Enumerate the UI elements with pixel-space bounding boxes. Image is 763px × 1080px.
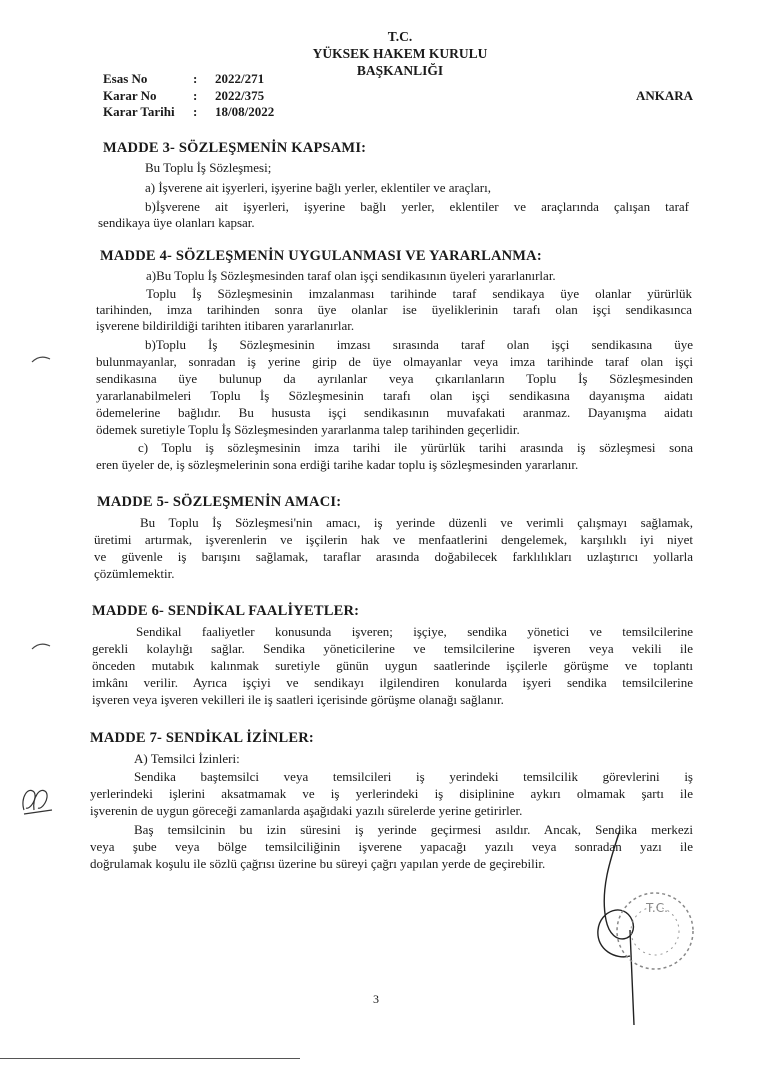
footer-rule bbox=[0, 1058, 300, 1059]
madde3-p3b: sendikaya üye olanları kapsar. bbox=[98, 215, 255, 230]
madde4-l10: ödemek suretiyle Toplu İş Sözleşmesinden yararlanma talep tarihinden geçerlidir. bbox=[96, 422, 520, 437]
madde6-l5: işveren veya işveren vekilleri ile iş saatleri içerisinde görüşme olanağı sağlanır. bbox=[92, 692, 504, 707]
madde4-l4: işverene bildirildiği tarihten itibaren yararlanırlar. bbox=[96, 318, 355, 333]
seal-stamp bbox=[612, 888, 698, 974]
madde4-l8: yararlanabilmeleri Toplu İş Sözleşmesinin tarafı olan işçi sendikasına dayanışma aidatı bbox=[96, 388, 693, 403]
madde3-title: MADDE 3- SÖZLEŞMENİN KAPSAMI: bbox=[103, 140, 367, 156]
meta-value: 2022/271 bbox=[215, 71, 265, 86]
madde6-l1: Sendikal faaliyetler konusunda işveren; işçiye, sendika yönetici ve temsilcilerine bbox=[136, 624, 693, 639]
svg-text:T.C.: T.C. bbox=[646, 901, 668, 915]
madde7-l6: veya şube veya bölge temsilciliğinin işverene yapacağı yazılı veya sonradan yazı ile bbox=[90, 839, 693, 854]
madde7-l3: yerlerindeki işlerini aksatmamak ve iş yerlerindeki iş disiplinine aykırı olmamak şartı ile bbox=[90, 786, 693, 801]
madde3-p3a: b)İşverene ait işyerleri, işyerine bağlı yerler, eklentiler ve araçlarında çalışan taraf bbox=[145, 199, 689, 214]
madde5-l4: çözümlemektir. bbox=[94, 566, 175, 581]
meta-row-esas bbox=[103, 71, 274, 88]
madde6-l4: imkânı verilir. Ayrıca işçiyi ve sendikayı ilgilendiren konularda işyeri sendika temsilcilerine bbox=[92, 675, 693, 690]
header-baskanlik: BAŞKANLIĞI bbox=[356, 63, 444, 78]
meta-row-karar bbox=[103, 88, 274, 105]
meta-sep: : bbox=[193, 71, 198, 86]
madde5-l2: üretimi artırmak, işverenlerin ve işçilerin hak ve menfaatlerini dengelemek, karşılıklı iyi niyet bbox=[94, 532, 693, 547]
meta-label: Karar No bbox=[103, 87, 157, 103]
page-number: 3 bbox=[373, 992, 379, 1006]
meta-sep: : bbox=[193, 87, 198, 103]
madde7-title: MADDE 7- SENDİKAL İZİNLER: bbox=[90, 730, 314, 746]
meta-row-tarih bbox=[103, 104, 274, 121]
madde7-l7: doğrulamak koşulu ile sözlü çağrısı üzerine bu süreyi çağrı yapılan yerde de geçirebilir. bbox=[90, 856, 546, 871]
madde4-l12: eren üyeler de, iş sözleşmelerinin sona erdiği tarihe kadar toplu iş sözleşmesinden yararlanır. bbox=[96, 457, 579, 472]
madde4-l6: bulunmayanlar, sonradan iş yerine girip de üye olmayanlar veya imza tarihinde taraf olan işçi bbox=[96, 354, 693, 369]
meta-sep: : bbox=[193, 104, 198, 119]
meta-label: Karar Tarihi bbox=[103, 104, 175, 119]
madde3-p1: Bu Toplu İş Sözleşmesi; bbox=[145, 160, 272, 175]
city-label: ANKARA bbox=[636, 88, 694, 103]
madde6-l2: gerekli kolaylığı sağlar. Sendika yöneticilerine ve temsilcilerine işveren veya vekili ile bbox=[92, 641, 693, 656]
header-tc: T.C. bbox=[387, 29, 413, 44]
madde4-l1: a)Bu Toplu İş Sözleşmesinden taraf olan işçi sendikasının üyeleri yararlanırlar. bbox=[146, 268, 556, 283]
madde5-title: MADDE 5- SÖZLEŞMENİN AMACI: bbox=[97, 494, 342, 510]
madde6-l3: önceden mutabık kalınmak suretiyle günün uygun saatlerinde işçilerle görüşme ve toplantı bbox=[92, 658, 693, 673]
madde4-l3: tarihinden, imza tarihinden sonra üye olanlar ise üyeliklerinin tarafı olan işçi sendikasınca bbox=[96, 302, 692, 317]
madde7-l5: Baş temsilcinin bu izin süresini iş yerinde geçirmesi asıldır. Ancak, Sendika merkezi bbox=[134, 822, 693, 837]
madde7-l1: A) Temsilci İzinleri: bbox=[134, 751, 240, 766]
header-kurul: YÜKSEK HAKEM KURULU bbox=[312, 46, 488, 61]
madde4-l9: ödemelerine bağlıdır. Bu hususta işçi sendikasının muvafakati aranmaz. Dayanışma aidatı bbox=[96, 405, 693, 420]
meta-value: 18/08/2022 bbox=[215, 104, 275, 119]
meta-label: Esas No bbox=[103, 71, 148, 86]
madde6-title: MADDE 6- SENDİKAL FAALİYETLER: bbox=[92, 603, 360, 619]
meta-value: 2022/375 bbox=[215, 87, 265, 103]
margin-initials-mark bbox=[18, 780, 58, 820]
case-meta bbox=[103, 71, 274, 121]
madde4-l11: c) Toplu iş sözleşmesinin imza tarihi ile yürürlük tarihi arasında iş sözleşmesi sona bbox=[138, 440, 693, 455]
madde7-l4: işverenin de uygun göreceği zamanlarda aşağıdaki yazılı sürelerde yerine getirirler. bbox=[90, 803, 523, 818]
madde7-l2: Sendika baştemsilci veya temsilcileri iş yerindeki temsilcilik görevlerini iş bbox=[134, 769, 693, 784]
madde4-title: MADDE 4- SÖZLEŞMENİN UYGULANMASI VE YARARLANMA: bbox=[100, 248, 542, 264]
madde4-l2: Toplu İş Sözleşmesinin imzalanması tarihinde taraf sendikaya üye olanlar yürürlük bbox=[146, 286, 692, 301]
margin-tick-mark bbox=[30, 353, 52, 365]
madde5-l1: Bu Toplu İş Sözleşmesi'nin amacı, iş yerinde düzenli ve verimli çalışmayı sağlamak, bbox=[140, 515, 693, 530]
madde4-l7: sendikasına üye bulunup da ayrılanlar veya çıkarılanların Toplu İş Sözleşmesinden bbox=[96, 371, 693, 386]
madde5-l3: ve güvenle iş barışını sağlamak, taraflar arasında doğabilecek farklılıkları uzlaştırıcı yollarla bbox=[94, 549, 693, 564]
margin-tick-mark bbox=[30, 640, 52, 652]
madde3-p2: a) İşverene ait işyerleri, işyerine bağlı yerler, eklentiler ve araçları, bbox=[145, 180, 491, 195]
madde4-l5: b)Toplu İş Sözleşmesinin imzası sırasında taraf olan işçi sendikasına üye bbox=[145, 337, 693, 352]
